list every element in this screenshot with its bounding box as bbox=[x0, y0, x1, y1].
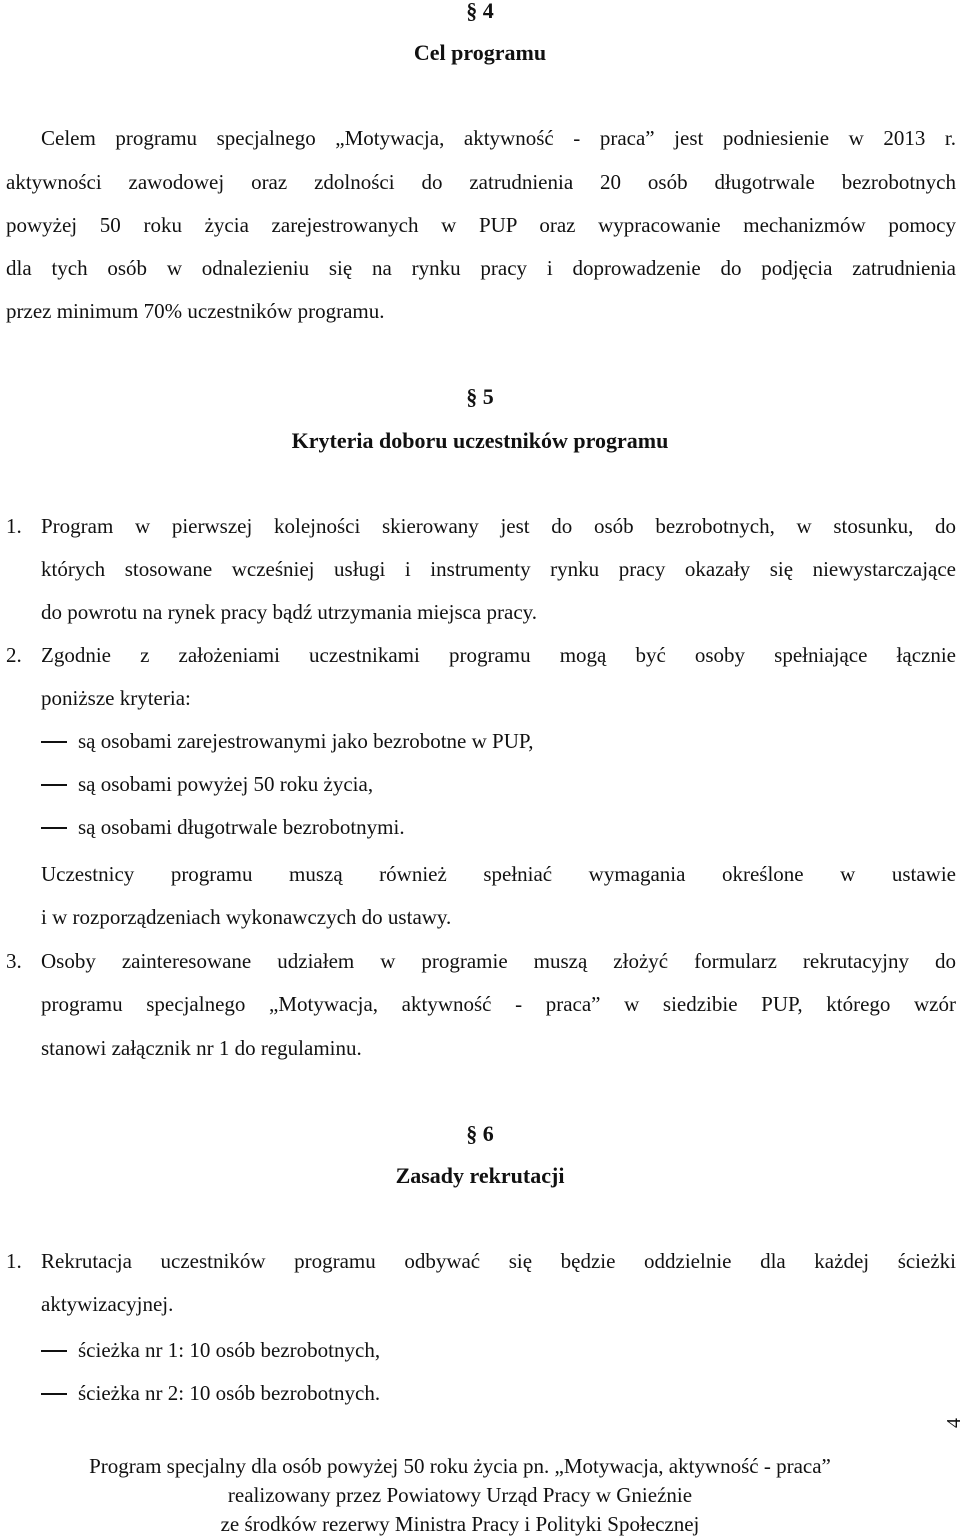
section-title-6: Zasady rekrutacji bbox=[395, 1163, 565, 1188]
item-line: stanowi załącznik nr 1 do regulaminu. bbox=[41, 1036, 362, 1060]
dash-bullet bbox=[41, 1393, 67, 1395]
section-title-4: Cel programu bbox=[413, 40, 547, 65]
section-mark-4: § 4 bbox=[466, 0, 494, 23]
dash-bullet bbox=[41, 741, 67, 743]
dash-list-item bbox=[6, 806, 956, 849]
paragraph-line: powyżej 50 roku życia zarejestrowanych w PUP oraz wypracowanie mechanizmów pomocy bbox=[6, 213, 956, 237]
section-mark-6: § 6 bbox=[466, 1121, 494, 1146]
section-title-5: Kryteria doboru uczestników programu bbox=[291, 428, 669, 453]
paragraph-line: dla tych osób w odnalezieniu się na rynku pracy i doprowadzenie do podjęcia zatrudnienia bbox=[6, 256, 956, 280]
item-line: Zgodnie z założeniami uczestnikami programu mogą być osoby spełniające łącznie bbox=[41, 643, 956, 667]
section-mark-5: § 5 bbox=[466, 384, 494, 409]
item-number: 1. bbox=[6, 1249, 22, 1273]
dash-list-item bbox=[6, 1329, 956, 1372]
dash-bullet bbox=[41, 1350, 67, 1352]
item-number: 1. bbox=[6, 514, 22, 538]
dash-list-item bbox=[6, 720, 956, 763]
dash-list-item bbox=[6, 1372, 956, 1415]
dash-bullet bbox=[41, 784, 67, 786]
item-line: i w rozporządzeniach wykonawczych do ustawy. bbox=[41, 905, 452, 929]
dash-bullet bbox=[41, 827, 67, 829]
item-number: 3. bbox=[6, 949, 22, 973]
dash-list-item bbox=[6, 763, 956, 806]
item-line: aktywizacyjnej. bbox=[41, 1292, 174, 1316]
item-line: których stosowane wcześniej usługi i instrumenty rynku pracy okazały się niewystarczające bbox=[41, 557, 956, 581]
dash-item-text: ścieżka nr 2: 10 osób bezrobotnych. bbox=[78, 1381, 381, 1405]
paragraph-line: aktywności zawodowej oraz zdolności do zatrudnienia 20 osób długotrwale bezrobotnych bbox=[6, 170, 956, 194]
page-number: 4 bbox=[943, 1418, 965, 1428]
paragraph-line: Celem programu specjalnego „Motywacja, aktywność - praca” jest podniesienie w 2013 r. bbox=[41, 126, 956, 150]
dash-item-text: są osobami długotrwale bezrobotnymi. bbox=[78, 815, 405, 839]
item-line: Rekrutacja uczestników programu odbywać się będzie oddzielnie dla każdej ścieżki bbox=[41, 1249, 956, 1273]
item-line: Program w pierwszej kolejności skierowany jest do osób bezrobotnych, w stosunku, do bbox=[41, 514, 956, 538]
dash-item-text: są osobami powyżej 50 roku życia, bbox=[78, 772, 374, 796]
dash-item-text: są osobami zarejestrowanymi jako bezrobotne w PUP, bbox=[78, 729, 534, 753]
item-line: poniższe kryteria: bbox=[41, 686, 191, 710]
item-line: Uczestnicy programu muszą również spełniać wymagania określone w ustawie bbox=[41, 862, 956, 886]
item-line: do powrotu na rynek pracy bądź utrzymania miejsca pracy. bbox=[41, 600, 538, 624]
item-line: Osoby zainteresowane udziałem w programie muszą złożyć formularz rekrutacyjny do bbox=[41, 949, 956, 973]
item-number: 2. bbox=[6, 643, 22, 667]
paragraph-line: przez minimum 70% uczestników programu. bbox=[6, 299, 385, 323]
footer-line: realizowany przez Powiatowy Urząd Pracy w Gnieźnie bbox=[227, 1483, 693, 1507]
dash-item-text: ścieżka nr 1: 10 osób bezrobotnych, bbox=[78, 1338, 381, 1362]
footer-line: ze środków rezerwy Ministra Pracy i Polityki Społecznej bbox=[220, 1512, 700, 1536]
footer-line: Program specjalny dla osób powyżej 50 roku życia pn. „Motywacja, aktywność - praca” bbox=[89, 1454, 831, 1478]
item-line: programu specjalnego „Motywacja, aktywność - praca” w siedzibie PUP, którego wzór bbox=[41, 992, 956, 1016]
